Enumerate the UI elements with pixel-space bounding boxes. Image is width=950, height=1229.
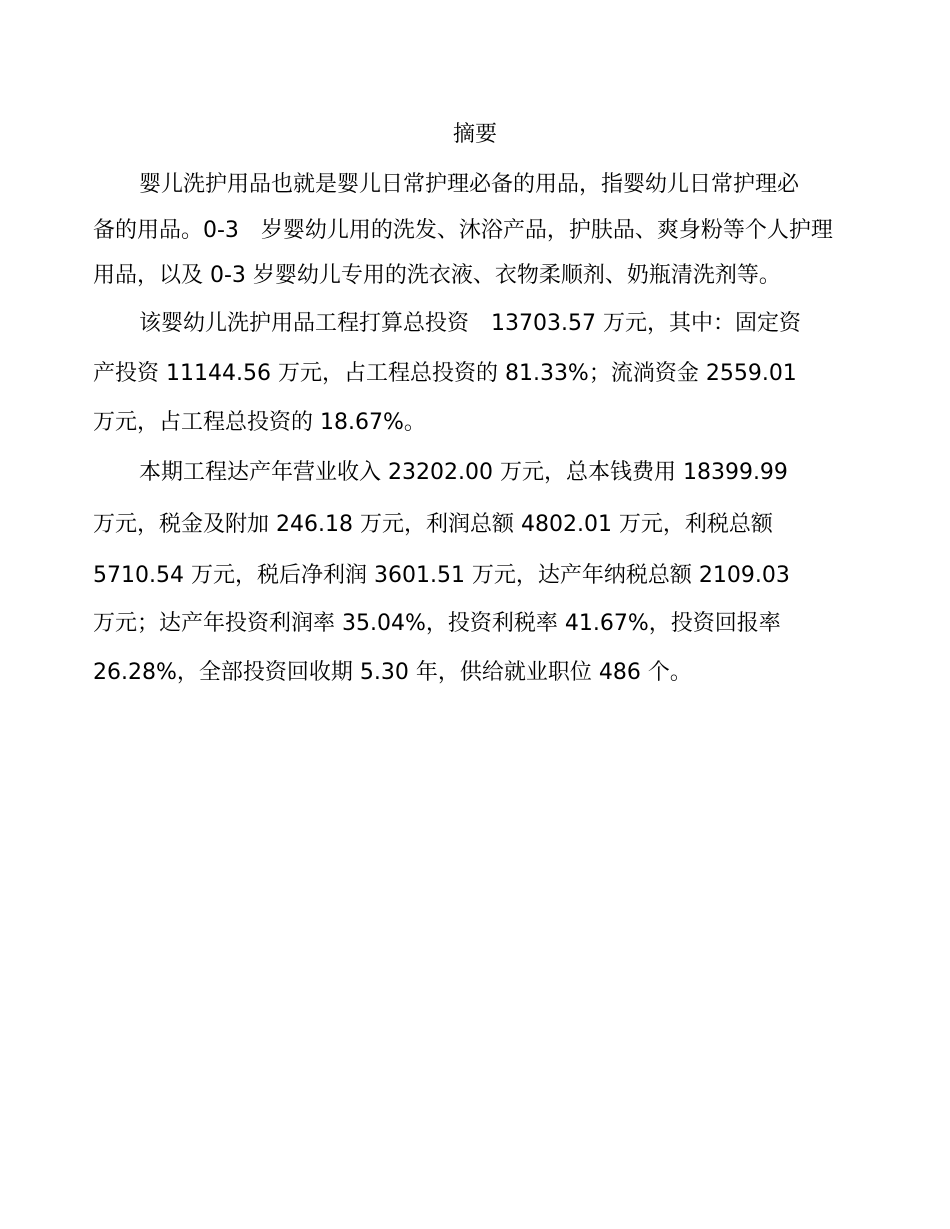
- paragraph-3-line-4: 万元；达产年投资利润率 35.04%，投资利税率 41.67%，投资回报率: [93, 611, 781, 636]
- paragraph-3-line-5: 26.28%，全部投资回收期 5.30 年，供给就业职位 486 个。: [93, 660, 692, 685]
- paragraph-2-line-3: 万元，占工程总投资的 18.67%。: [93, 410, 426, 435]
- paragraph-3-line-1: 本期工程达产年营业收入 23202.00 万元，总本钱费用 18399.99: [139, 460, 788, 485]
- paragraph-2-line-2: 产投资 11144.56 万元，占工程总投资的 81.33%；流淌资金 2559.01: [93, 361, 797, 386]
- paragraph-2-line-1: 该婴幼儿洗护用品工程打算总投资 13703.57 万元，其中：固定资: [139, 311, 801, 336]
- document-title: 摘要: [452, 122, 497, 147]
- paragraph-1-line-2: 备的用品。0-3 岁婴幼儿用的洗发、沐浴产品，护肤品、爽身粉等个人护理: [93, 218, 833, 243]
- paragraph-1-line-3: 用品，以及 0-3 岁婴幼儿专用的洗衣液、衣物柔顺剂、奶瓶清洗剂等。: [93, 263, 781, 288]
- paragraph-3-line-2: 万元，税金及附加 246.18 万元，利润总额 4802.01 万元，利税总额: [93, 512, 773, 537]
- paragraph-1-line-1: 婴儿洗护用品也就是婴儿日常护理必备的用品，指婴幼儿日常护理必: [139, 172, 800, 197]
- paragraph-3-line-3: 5710.54 万元，税后净利润 3601.51 万元，达产年纳税总额 2109.03: [93, 563, 790, 588]
